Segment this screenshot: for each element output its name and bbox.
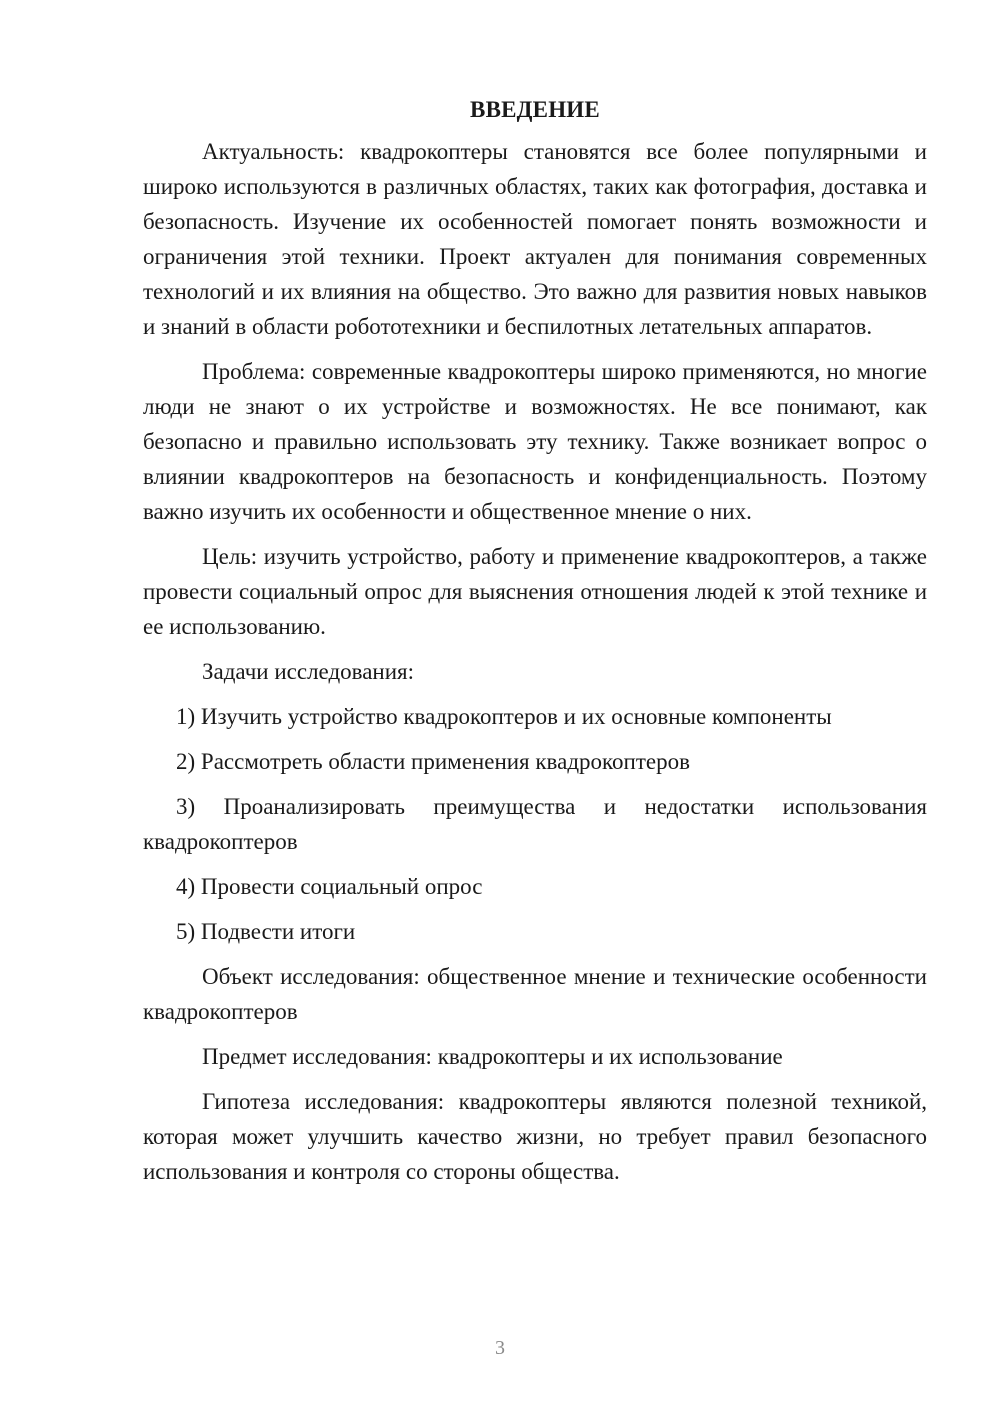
- task-item-2: 2) Рассмотреть области применения квадрокоптеров: [176, 749, 690, 774]
- object-paragraph: Объект исследования: общественное мнение и технические особенности квадрокоптеров: [143, 964, 927, 1024]
- goal-paragraph: Цель: изучить устройство, работу и применение квадрокоптеров, а также провести социальный опрос для выяснения отношения людей к этой технике и ее использованию.: [143, 544, 927, 639]
- tasks-heading: Задачи исследования:: [202, 659, 415, 684]
- subject-paragraph: Предмет исследования: квадрокоптеры и их использование: [202, 1044, 783, 1069]
- problem-paragraph: Проблема: современные квадрокоптеры широко применяются, но многие люди не знают о их устройстве и возможностях. Не все понимают, как безопасно и правильно использовать эту технику. Также возникает вопрос о влиянии квадрокоптеров на безопасность и конфиденциальность. Поэтому важно изучить их особенности и общественное мнение о них.: [143, 359, 927, 524]
- page-number: 3: [495, 1337, 505, 1359]
- relevance-paragraph: Актуальность: квадрокоптеры становятся все более популярными и широко используются в различных областях, таких как фотография, доставка и безопасность. Изучение их особенностей помогает понять возможности и ограничения этой техники. Проект актуален для понимания современных технологий и их влияния на общество. Это важно для развития новых навыков и знаний в области робототехники и беспилотных летательных аппаратов.: [143, 139, 927, 339]
- task-item-3: 3) Проанализировать преимущества и недостатки использования квадрокоптеров: [143, 794, 927, 854]
- task-item-5: 5) Подвести итоги: [176, 919, 356, 944]
- page-title: ВВЕДЕНИЕ: [470, 97, 600, 122]
- hypothesis-paragraph: Гипотеза исследования: квадрокоптеры являются полезной техникой, которая может улучшить качество жизни, но требует правил безопасного использования и контроля со стороны общества.: [143, 1089, 927, 1184]
- task-item-4: 4) Провести социальный опрос: [176, 874, 483, 899]
- task-item-1: 1) Изучить устройство квадрокоптеров и их основные компоненты: [176, 704, 832, 729]
